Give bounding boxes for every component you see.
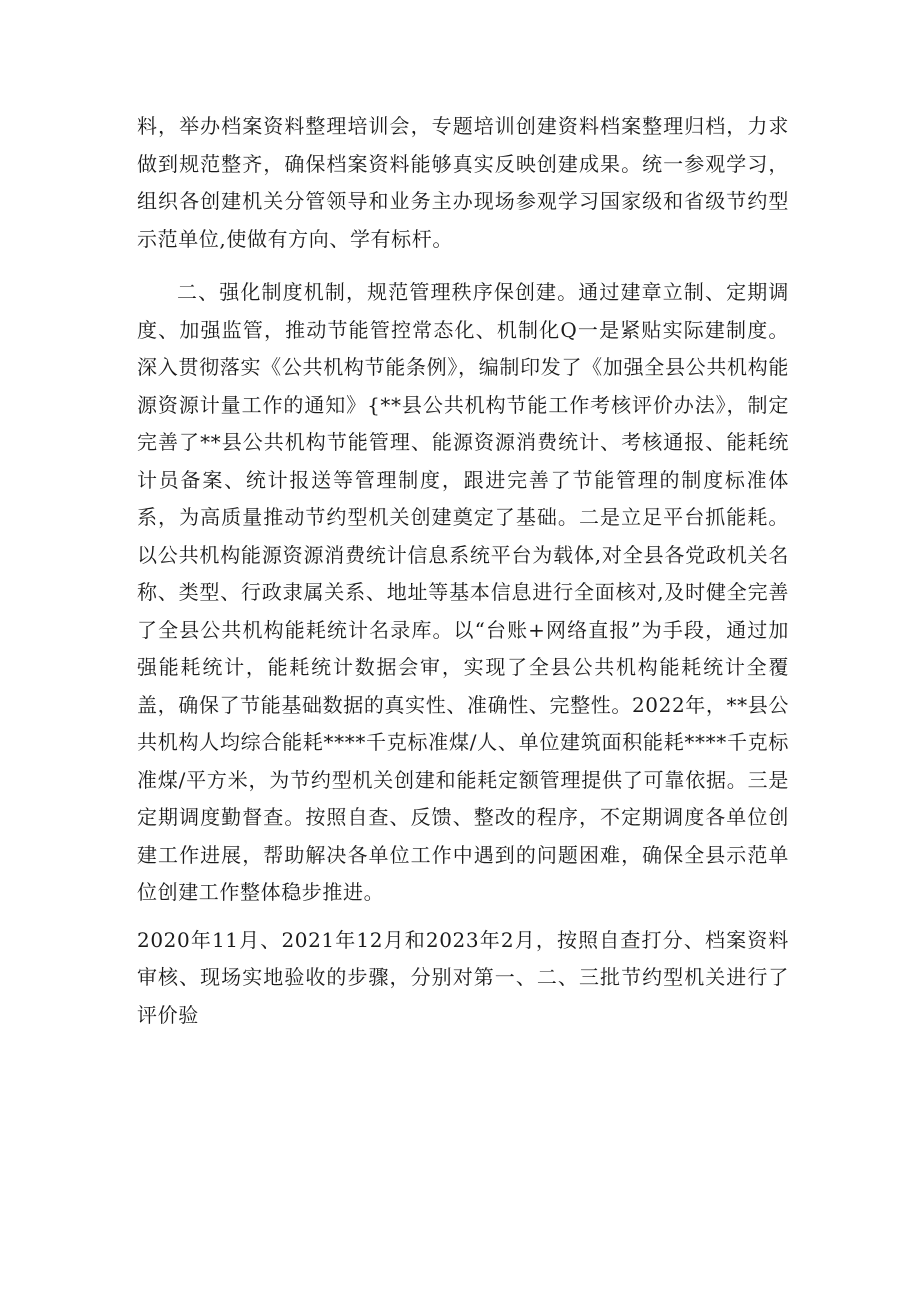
- paragraph-evaluation-acceptance: 2020年11月、2021年12月和2023年2月，按照自查打分、档案资料审核、现场实地验收的步骤，分别对第一、二、三批节约型机关进行了评价验: [137, 927, 789, 1027]
- paragraph-archive-training: 料，举办档案资料整理培训会，专题培训创建资料档案整理归档，力求做到规范整齐，确保档案资料能够真实反映创建成果。统一参观学习，组织各创建机关分管领导和业务主办现场参观学习国家级和省级节约型示范单位,使做有方向、学有标杆。: [137, 114, 789, 251]
- paragraph-system-mechanism: 二、强化制度机制，规范管理秩序保创建。通过建章立制、定期调度、加强监管，推动节能管控常态化、机制化Q一是紧贴实际建制度。深入贯彻落实《公共机构节能条例》，编制印发了《加强全县公共机构能源资源计量工作的通知》{**县公共机构节能工作考核评价办法》，制定完善了**县公共机构节能管理、能源资源消费统计、考核通报、能耗统计员备案、统计报送等管理制度，跟进完善了节能管理的制度标准体系，为高质量推动节约型机关创建奠定了基础。二是立足平台抓能耗。以公共机构能源资源消费统计信息系统平台为载体,对全县各党政机关名称、类型、行政隶属关系、地址等基本信息进行全面核对,及时健全完善了全县公共机构能耗统计名录库。以“台账+网络直报”为手段，通过加强能耗统计，能耗统计数据会审，实现了全县公共机构能耗统计全覆盖，确保了节能基础数据的真实性、准确性、完整性。2022年，**县公共机构人均综合能耗****千克标准煤/人、单位建筑面积能耗****千克标准煤/平方米，为节约型机关创建和能耗定额管理提供了可靠依据。三是定期调度勤督查。按照自查、反馈、整改的程序，不定期调度各单位创建工作进展，帮助解决各单位工作中遇到的问题困难，确保全县示范单位创建工作整体稳步推进。: [137, 280, 790, 904]
